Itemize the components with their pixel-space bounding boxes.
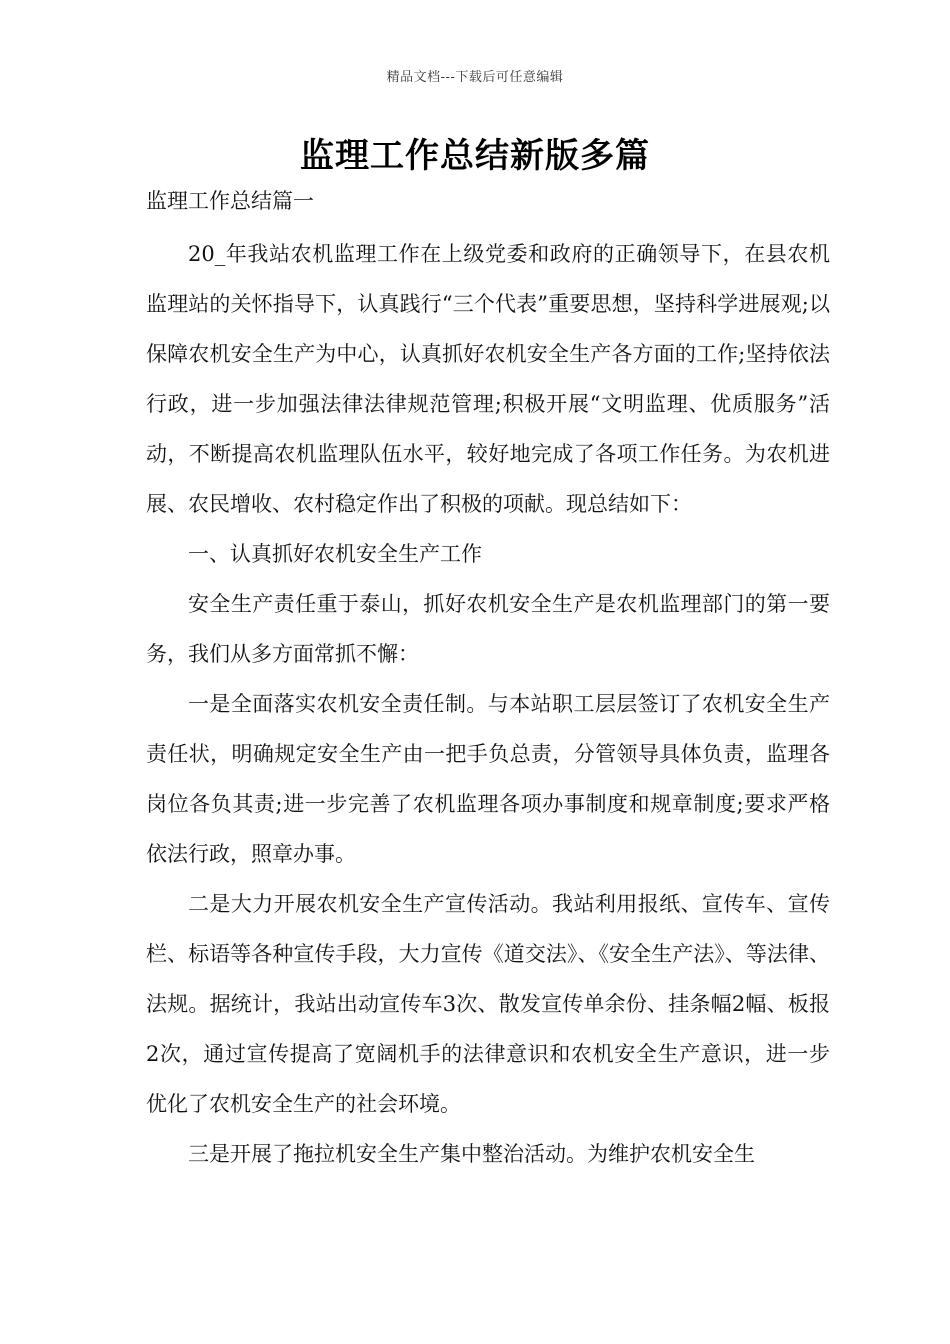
section-heading: 监理工作总结篇一	[146, 189, 314, 213]
paragraph-heading: 一、认真抓好农机安全生产工作	[188, 542, 482, 566]
header-note: 精品文档---下载后可任意编辑	[386, 70, 564, 85]
paragraph: 二是大力开展农机安全生产宣传活动。我站利用报纸、宣传车、宣传栏、标语等各种宣传手段，大力宣传《道交法》、《安全生产法》、等法律、法规。据统计，我站出动宣传车3次、散发宣传单余份、挂条幅2幅、板报2次，通过宣传提高了宽阔机手的法律意识和农机安全生产意识，进一步优化了农机安全生产的社会环境。	[146, 892, 830, 1116]
paragraph: 一是全面落实农机安全责任制。与本站职工层层签订了农机安全生产责任状，明确规定安全生产由一把手负总责，分管领导具体负责，监理各岗位各负其责;进一步完善了农机监理各项办事制度和规章制度;要求严格依法行政，照章办事。	[146, 692, 830, 866]
document-body	[146, 183, 830, 1179]
page-title: 监理工作总结新版多篇	[300, 136, 650, 176]
paragraph: 三是开展了拖拉机安全生产集中整治活动。为维护农机安全生	[188, 1142, 755, 1166]
paragraph: 20_年我站农机监理工作在上级党委和政府的正确领导下，在县农机监理站的关怀指导下，认真践行“三个代表”重要思想，坚持科学进展观;以保障农机安全生产为中心，认真抓好农机安全生产各方面的工作;坚持依法行政，进一步加强法律法律规范管理;积极开展“文明监理、优质服务”活动，不断提高农机监理队伍水平，较好地完成了各项工作任务。为农机进展、农民增收、农村稳定作出了积极的项献。现总结如下：	[146, 242, 830, 516]
paragraph: 安全生产责任重于泰山，抓好农机安全生产是农机监理部门的第一要务，我们从多方面常抓不懈：	[146, 592, 830, 666]
